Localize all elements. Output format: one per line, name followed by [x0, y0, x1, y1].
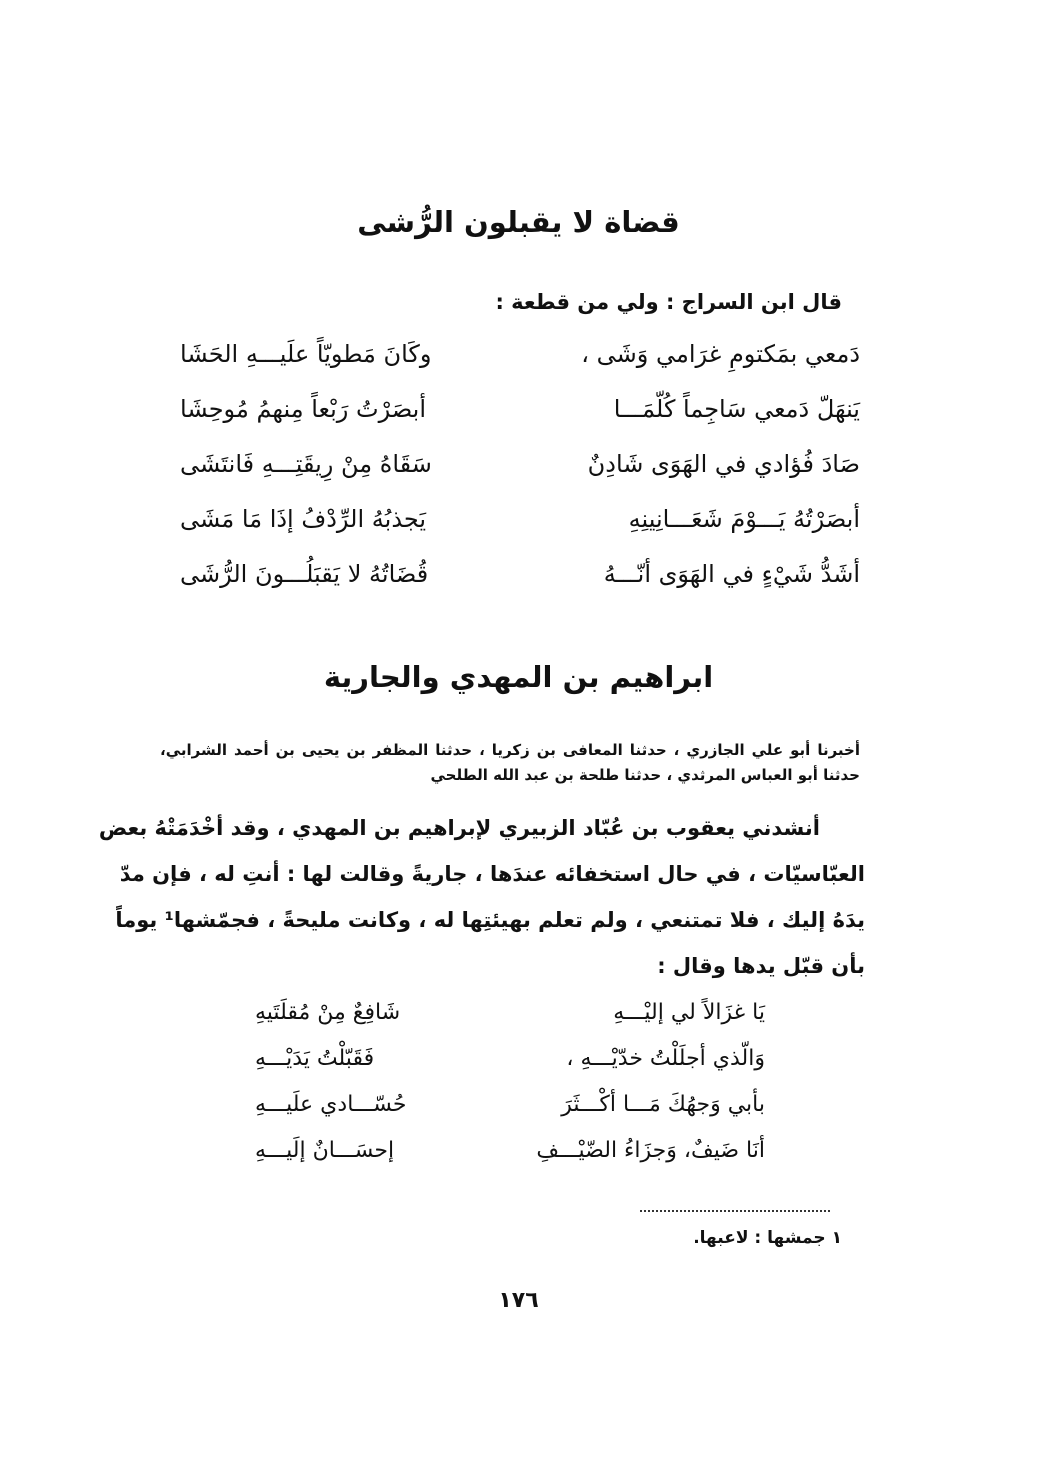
verse-first-hemistich: يَنهَلّ دَمعي سَاجِماً كُلّمَـــا — [613, 395, 860, 423]
section-title-1: قضاة لا يقبلون الرُّشى — [357, 205, 680, 239]
verse-first-hemistich: وَالّذي أجلَلْتُ خدّيْـــهِ ، — [566, 1046, 765, 1071]
prose-line: بأن قبّل يدها وقال : — [657, 954, 865, 978]
poem-intro: قال ابن السراج : ولي من قطعة : — [495, 290, 842, 314]
verse-second-hemistich: وكَانَ مَطويّاً علَيـــهِ الحَشَا — [180, 340, 432, 368]
prose-line: العبّاسيّات ، في حال استخفائه عندَها ، جاريةً وقالت لها : أنتِ له ، فإن مدّ — [119, 862, 865, 886]
verse-second-hemistich: سَقَاهُ مِنْ رِيقَتِـــهِ فَانتَشَى — [180, 450, 432, 478]
verse-row — [160, 450, 860, 505]
verse-row — [160, 505, 860, 560]
verse-row — [255, 1000, 765, 1046]
verse-second-hemistich: أبصَرْتُ رَبْعاً مِنهمُ مُوحِشَا — [180, 395, 426, 423]
verse-second-hemistich: حُسّـــادي علَيـــهِ — [255, 1092, 407, 1117]
prose-paragraph — [98, 805, 865, 989]
verse-second-hemistich: فَقَبّلْتُ يَدَيْـــهِ — [255, 1046, 375, 1071]
footnote-separator — [640, 1200, 830, 1212]
verse-row — [160, 340, 860, 395]
page-number: ١٧٦ — [498, 1288, 539, 1313]
verse-first-hemistich: صَادَ فُؤادي في الهَوَى شَادِنٌ — [587, 450, 860, 478]
verse-first-hemistich: أبصَرْتُهُ يَـــوْمَ شَعَـــانِينِهِ — [628, 505, 860, 533]
verse-second-hemistich: قُضَاتُهُ لا يَقبَلُـــونَ الرُّشَى — [180, 560, 429, 588]
verse-first-hemistich: بأبي وَجهُكَ مَـــا أكْـــثَرَ — [561, 1092, 765, 1117]
chain-of-narration — [160, 738, 860, 788]
section-title-2: ابراهيم بن المهدي والجارية — [323, 660, 714, 694]
isnad-line: حدثنا أبو العباس المرثدي ، حدثنا طلحة بن عبد الله الطلحي — [430, 766, 860, 784]
verse-row — [160, 560, 860, 615]
verse-first-hemistich: أشَدُّ شَيْءٍ في الهَوَى أنّـــهُ — [603, 560, 860, 588]
poem-1 — [160, 340, 860, 615]
verse-first-hemistich: أنَا ضَيفٌ، وَجزَاءُ الضّيْـــفِ — [536, 1138, 765, 1163]
footnote: ١ جمشها : لاعبها. — [693, 1228, 842, 1248]
verse-first-hemistich: دَمعي بمَكتومِ غرَامي وَشَى ، — [581, 340, 860, 368]
verse-first-hemistich: يَا غزَالاً لي إليْـــهِ — [613, 1000, 765, 1025]
verse-second-hemistich: شَافِعٌ مِنْ مُقلَتَيهِ — [255, 1000, 401, 1025]
isnad-line: أخبرنا أبو علي الجازري ، حدثنا المعافى بن زكريا ، حدثنا المظفر بن يحيى بن أحمد الشرابي، — [160, 741, 860, 759]
verse-row — [255, 1046, 765, 1092]
prose-line: يدَهُ إليك ، فلا تمتنعي ، ولم تعلم بهيئتِها له ، وكانت مليحةً ، فجمّشها¹ يوماً — [115, 908, 865, 932]
verse-second-hemistich: إحسَـــانٌ إلَيـــهِ — [255, 1138, 395, 1163]
verse-row — [160, 395, 860, 450]
verse-row — [255, 1092, 765, 1138]
verse-second-hemistich: يَجذبُهُ الرِّدْفُ إذَا مَا مَشَى — [180, 505, 427, 533]
prose-line: أنشدني يعقوب بن عُبّاد الزبيري لإبراهيم بن المهدي ، وقد أخْدَمَتْهُ بعض — [98, 816, 820, 840]
verse-row — [255, 1138, 765, 1184]
poem-2 — [255, 1000, 765, 1184]
